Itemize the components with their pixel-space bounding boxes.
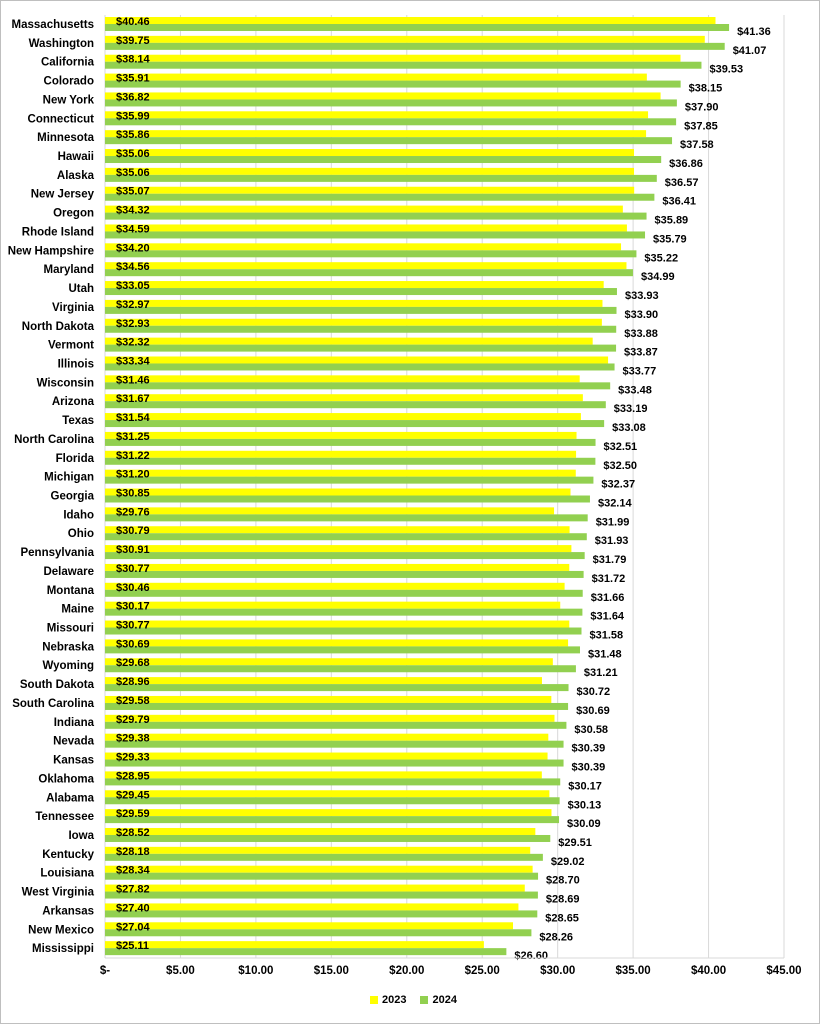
- bar-2023: [105, 300, 602, 307]
- category-label: Virginia: [52, 301, 94, 314]
- bar-2023: [105, 451, 576, 458]
- category-label: Idaho: [63, 509, 94, 522]
- bar-2023: [105, 394, 583, 401]
- bar-2023: [105, 74, 647, 81]
- category-label: Oregon: [53, 207, 94, 220]
- data-label-2024: $33.88: [624, 327, 658, 340]
- data-label-2023: $30.69: [116, 638, 150, 651]
- data-label-2023: $29.33: [116, 751, 150, 764]
- legend-swatch-2023: [370, 996, 378, 1004]
- data-label-2023: $29.45: [116, 789, 150, 802]
- data-label-2024: $31.58: [589, 629, 624, 642]
- category-label: Florida: [55, 452, 94, 465]
- data-label-2024: $33.19: [613, 403, 648, 416]
- category-label: Arizona: [51, 396, 94, 409]
- data-label-2024: $28.69: [545, 893, 580, 906]
- bar-2024: [105, 43, 725, 50]
- bar-2023: [105, 885, 525, 892]
- bar-2023: [105, 866, 533, 873]
- data-label-2023: $31.20: [116, 468, 150, 481]
- bar-2024: [105, 213, 647, 220]
- data-label-2024: $35.89: [654, 214, 689, 227]
- bar-2023: [105, 790, 549, 797]
- bar-2023: [105, 922, 513, 929]
- bar-2023: [105, 941, 484, 948]
- category-label: Oklahoma: [38, 773, 94, 786]
- x-tick-label: $15.00: [313, 965, 349, 977]
- bar-2024: [105, 24, 729, 31]
- bar-2024: [105, 250, 636, 257]
- bar-2024: [105, 552, 585, 559]
- data-label-2024: $26.60: [514, 950, 549, 963]
- category-label: Vermont: [47, 339, 94, 352]
- bar-2024: [105, 741, 564, 748]
- data-label-2023: $30.77: [116, 562, 150, 575]
- legend-item-2024: [420, 994, 456, 1006]
- bar-2023: [105, 149, 634, 156]
- bar-2024: [105, 363, 615, 370]
- category-label: Alabama: [46, 792, 94, 805]
- bar-2023: [105, 168, 634, 175]
- data-label-2023: $40.46: [116, 16, 150, 28]
- data-label-2024: $30.58: [574, 723, 609, 736]
- data-label-2023: $32.97: [116, 298, 150, 311]
- category-label: Minnesota: [37, 132, 94, 145]
- bar-2024: [105, 420, 604, 427]
- data-label-2023: $30.17: [116, 600, 150, 613]
- x-tick-label: $25.00: [464, 965, 500, 977]
- bar-2023: [105, 809, 551, 816]
- bar-2023: [105, 187, 634, 194]
- category-label: Rhode Island: [21, 226, 94, 239]
- data-label-2023: $28.34: [116, 864, 150, 877]
- data-label-2023: $29.59: [116, 808, 150, 821]
- bar-2023: [105, 413, 581, 420]
- category-label: New York: [42, 94, 94, 107]
- bar-2024: [105, 496, 590, 503]
- data-label-2023: $35.91: [116, 72, 150, 85]
- category-label: Delaware: [43, 565, 94, 578]
- bar-2024: [105, 99, 677, 106]
- bar-2024: [105, 269, 633, 276]
- data-label-2024: $37.90: [684, 101, 719, 114]
- data-label-2023: $34.59: [116, 223, 150, 236]
- bar-2023: [105, 507, 554, 514]
- category-label: New Jersey: [30, 188, 94, 201]
- data-label-2024: $31.66: [590, 591, 625, 604]
- category-label: Michigan: [44, 471, 94, 484]
- bar-2023: [105, 319, 602, 326]
- data-label-2024: $36.57: [664, 176, 699, 189]
- data-label-2023: $28.95: [116, 770, 150, 783]
- data-label-2023: $30.77: [116, 619, 150, 632]
- x-tick-label: $40.00: [690, 965, 727, 977]
- bar-2023: [105, 621, 569, 628]
- data-label-2024: $36.86: [669, 158, 703, 171]
- data-label-2024: $30.13: [567, 799, 602, 812]
- bar-2023: [105, 828, 535, 835]
- category-label: Iowa: [68, 829, 94, 842]
- category-label: Alaska: [56, 169, 94, 182]
- category-label: Colorado: [43, 75, 94, 88]
- data-label-2023: $35.06: [116, 166, 150, 179]
- data-label-2024: $30.39: [571, 761, 606, 774]
- data-label-2023: $27.04: [116, 921, 150, 934]
- bar-2023: [105, 470, 576, 477]
- category-label: South Carolina: [12, 697, 94, 710]
- bar-2023: [105, 17, 715, 24]
- data-label-2023: $30.46: [116, 581, 150, 594]
- data-label-2023: $31.25: [116, 430, 150, 443]
- legend-label-2024: 2024: [432, 994, 457, 1006]
- category-label: Utah: [68, 283, 94, 296]
- data-label-2024: $31.79: [592, 554, 627, 567]
- category-label: New Hampshire: [7, 245, 94, 258]
- data-label-2024: $32.37: [601, 478, 636, 491]
- data-label-2024: $37.85: [684, 120, 718, 133]
- x-tick-label: $30.00: [540, 965, 576, 977]
- bar-2024: [105, 571, 584, 578]
- bar-2023: [105, 338, 593, 345]
- data-label-2023: $35.06: [116, 148, 150, 161]
- x-tick-label: $10.00: [238, 965, 274, 977]
- bar-2023: [105, 206, 623, 213]
- category-label: Maryland: [43, 264, 94, 277]
- data-label-2023: $33.34: [116, 355, 150, 368]
- x-tick-label: $20.00: [389, 965, 425, 977]
- bar-2024: [105, 62, 701, 69]
- data-label-2024: $39.53: [709, 63, 744, 76]
- bar-2024: [105, 307, 617, 314]
- data-label-2024: $32.51: [603, 440, 638, 453]
- data-label-2023: $32.93: [116, 317, 150, 330]
- bar-2023: [105, 55, 680, 62]
- category-label: Kansas: [53, 754, 94, 767]
- bar-2023: [105, 545, 571, 552]
- bar-2023: [105, 130, 646, 137]
- x-tick-label: $-: [99, 965, 111, 977]
- bar-2024: [105, 345, 616, 352]
- bar-2024: [105, 533, 587, 540]
- category-label: Connecticut: [27, 113, 94, 126]
- data-label-2023: $33.05: [116, 280, 150, 293]
- bar-2023: [105, 715, 554, 722]
- data-label-2023: $34.20: [116, 242, 150, 255]
- data-label-2024: $30.72: [576, 686, 611, 699]
- data-label-2023: $38.14: [116, 53, 150, 66]
- data-label-2024: $41.36: [737, 26, 771, 38]
- bar-2024: [105, 81, 681, 88]
- data-label-2024: $30.09: [567, 818, 601, 831]
- bar-2024: [105, 477, 593, 484]
- data-label-2024: $31.99: [595, 516, 630, 529]
- category-label: Wyoming: [42, 660, 94, 673]
- category-label: Missouri: [46, 622, 94, 635]
- data-label-2024: $33.87: [624, 346, 658, 359]
- category-label: Louisiana: [40, 867, 94, 880]
- data-label-2023: $34.32: [116, 204, 150, 217]
- category-label: Wisconsin: [36, 377, 94, 390]
- data-label-2024: $28.70: [546, 874, 580, 887]
- legend-item-2023: [370, 994, 406, 1006]
- data-label-2024: $29.02: [550, 855, 585, 868]
- bar-2023: [105, 243, 621, 250]
- data-label-2024: $30.17: [568, 780, 602, 793]
- data-label-2023: $25.11: [116, 940, 150, 953]
- bar-2023: [105, 262, 626, 269]
- data-label-2023: $32.32: [116, 336, 150, 349]
- bar-2023: [105, 111, 648, 118]
- data-label-2023: $35.86: [116, 129, 150, 142]
- data-label-2024: $35.79: [653, 233, 687, 246]
- data-label-2023: $31.22: [116, 449, 150, 462]
- bar-2024: [105, 458, 595, 465]
- data-label-2023: $30.85: [116, 487, 150, 500]
- category-label: Massachusetts: [11, 19, 94, 31]
- bar-2023: [105, 564, 569, 571]
- bar-2023: [105, 526, 570, 533]
- data-label-2023: $29.58: [116, 694, 150, 707]
- x-tick-label: $35.00: [615, 965, 651, 977]
- category-label: North Carolina: [14, 433, 94, 446]
- bar-2024: [105, 175, 657, 182]
- x-tick-label: $5.00: [166, 965, 195, 977]
- data-label-2023: $29.38: [116, 732, 150, 745]
- bar-2024: [105, 929, 531, 936]
- data-label-2024: $34.99: [640, 271, 675, 284]
- bar-2024: [105, 797, 560, 804]
- legend-swatch-2024: [420, 996, 428, 1004]
- category-label: West Virginia: [21, 886, 94, 899]
- data-label-2023: $31.67: [116, 393, 150, 406]
- bar-2023: [105, 696, 551, 703]
- bar-2024: [105, 816, 559, 823]
- category-label: Montana: [46, 584, 94, 597]
- category-label: Kentucky: [42, 848, 94, 861]
- data-label-2024: $36.41: [662, 195, 697, 208]
- data-label-2023: $29.76: [116, 506, 150, 519]
- bar-2023: [105, 753, 548, 760]
- data-label-2024: $31.21: [583, 667, 618, 680]
- data-label-2024: $31.64: [590, 610, 625, 623]
- bar-2023: [105, 92, 661, 99]
- bar-2024: [105, 873, 538, 880]
- x-tick-label: $45.00: [766, 965, 802, 977]
- data-label-2023: $28.52: [116, 826, 150, 839]
- bar-2023: [105, 658, 553, 665]
- bar-2024: [105, 439, 596, 446]
- bar-2024: [105, 760, 564, 767]
- bar-2024: [105, 118, 676, 125]
- category-label: Maine: [61, 603, 94, 616]
- data-label-2024: $31.93: [594, 535, 629, 548]
- category-label: South Dakota: [19, 679, 94, 692]
- bar-2024: [105, 288, 617, 295]
- data-label-2024: $33.77: [622, 365, 657, 378]
- bar-2024: [105, 514, 588, 521]
- bar-2024: [105, 628, 582, 635]
- data-label-2024: $29.51: [558, 836, 592, 849]
- data-label-2023: $39.75: [116, 34, 150, 47]
- data-label-2023: $36.82: [116, 91, 150, 104]
- data-label-2024: $33.08: [612, 422, 646, 435]
- data-label-2023: $35.07: [116, 185, 150, 198]
- bar-2024: [105, 156, 661, 163]
- bar-2024: [105, 948, 506, 955]
- bar-2023: [105, 356, 608, 363]
- bar-2024: [105, 590, 583, 597]
- bar-2024: [105, 194, 654, 201]
- data-label-2023: $28.96: [116, 676, 150, 689]
- data-label-2024: $37.58: [680, 139, 714, 152]
- data-label-2024: $30.69: [576, 704, 610, 717]
- bar-2024: [105, 910, 537, 917]
- category-label: North Dakota: [21, 320, 94, 333]
- bar-2023: [105, 224, 627, 231]
- bar-2024: [105, 835, 550, 842]
- bar-2024: [105, 401, 606, 408]
- bar-2024: [105, 722, 566, 729]
- bar-2024: [105, 703, 568, 710]
- bar-2024: [105, 609, 582, 616]
- category-label: Hawaii: [57, 151, 94, 164]
- bar-2023: [105, 36, 705, 43]
- category-label: Arkansas: [42, 905, 94, 918]
- data-label-2024: $33.90: [624, 308, 659, 321]
- bar-2024: [105, 382, 610, 389]
- category-label: Georgia: [50, 490, 94, 503]
- data-label-2023: $31.46: [116, 374, 150, 387]
- category-label: Pennsylvania: [20, 547, 94, 560]
- category-label: Texas: [62, 415, 94, 428]
- data-label-2024: $28.65: [545, 912, 579, 925]
- data-label-2023: $30.91: [116, 544, 150, 557]
- data-label-2023: $31.54: [116, 412, 150, 425]
- category-label: California: [40, 56, 94, 69]
- bar-2023: [105, 734, 548, 741]
- category-label: Nevada: [53, 735, 94, 748]
- bar-2024: [105, 684, 569, 691]
- category-label: Ohio: [67, 528, 94, 541]
- data-label-2024: $32.14: [597, 497, 632, 510]
- bar-2023: [105, 489, 570, 496]
- data-label-2023: $27.82: [116, 883, 150, 896]
- bar-2024: [105, 854, 543, 861]
- category-label: Indiana: [53, 716, 94, 729]
- bar-2023: [105, 677, 542, 684]
- data-label-2024: $41.07: [732, 44, 767, 57]
- data-label-2024: $30.39: [571, 742, 606, 755]
- data-label-2024: $35.22: [644, 252, 679, 265]
- data-label-2023: $28.18: [116, 845, 150, 858]
- category-label: New Mexico: [28, 924, 94, 937]
- data-label-2024: $31.72: [591, 572, 626, 585]
- bar-2024: [105, 231, 645, 238]
- bar-2024: [105, 646, 580, 653]
- data-label-2024: $33.93: [624, 290, 659, 303]
- data-label-2024: $33.48: [618, 384, 652, 397]
- bar-2024: [105, 892, 538, 899]
- legend-label-2023: 2023: [382, 994, 407, 1006]
- data-label-2024: $31.48: [587, 648, 622, 661]
- bar-2023: [105, 432, 577, 439]
- data-label-2023: $34.56: [116, 261, 150, 274]
- bar-2023: [105, 602, 560, 609]
- bar-2023: [105, 847, 530, 854]
- bar-2023: [105, 639, 568, 646]
- bar-2023: [105, 903, 518, 910]
- bar-2024: [105, 326, 616, 333]
- category-label: Tennessee: [35, 811, 94, 824]
- category-label: Illinois: [57, 358, 94, 371]
- data-label-2023: $27.40: [116, 902, 150, 915]
- category-label: Nebraska: [42, 641, 94, 654]
- data-label-2024: $32.50: [603, 459, 638, 472]
- bar-2023: [105, 281, 604, 288]
- category-label: Mississippi: [32, 943, 94, 956]
- data-label-2023: $30.79: [116, 525, 150, 538]
- bar-2023: [105, 583, 565, 590]
- legend: [370, 994, 457, 1006]
- bar-2023: [105, 771, 542, 778]
- bar-2024: [105, 778, 560, 785]
- data-label-2023: $29.68: [116, 657, 150, 670]
- data-label-2023: $29.79: [116, 713, 150, 726]
- data-label-2024: $38.15: [688, 82, 723, 95]
- data-label-2023: $35.99: [116, 110, 150, 123]
- bar-2023: [105, 375, 580, 382]
- category-label: Washington: [28, 37, 94, 50]
- bar-2024: [105, 137, 672, 144]
- bar-2024: [105, 665, 576, 672]
- data-label-2024: $28.26: [539, 931, 574, 944]
